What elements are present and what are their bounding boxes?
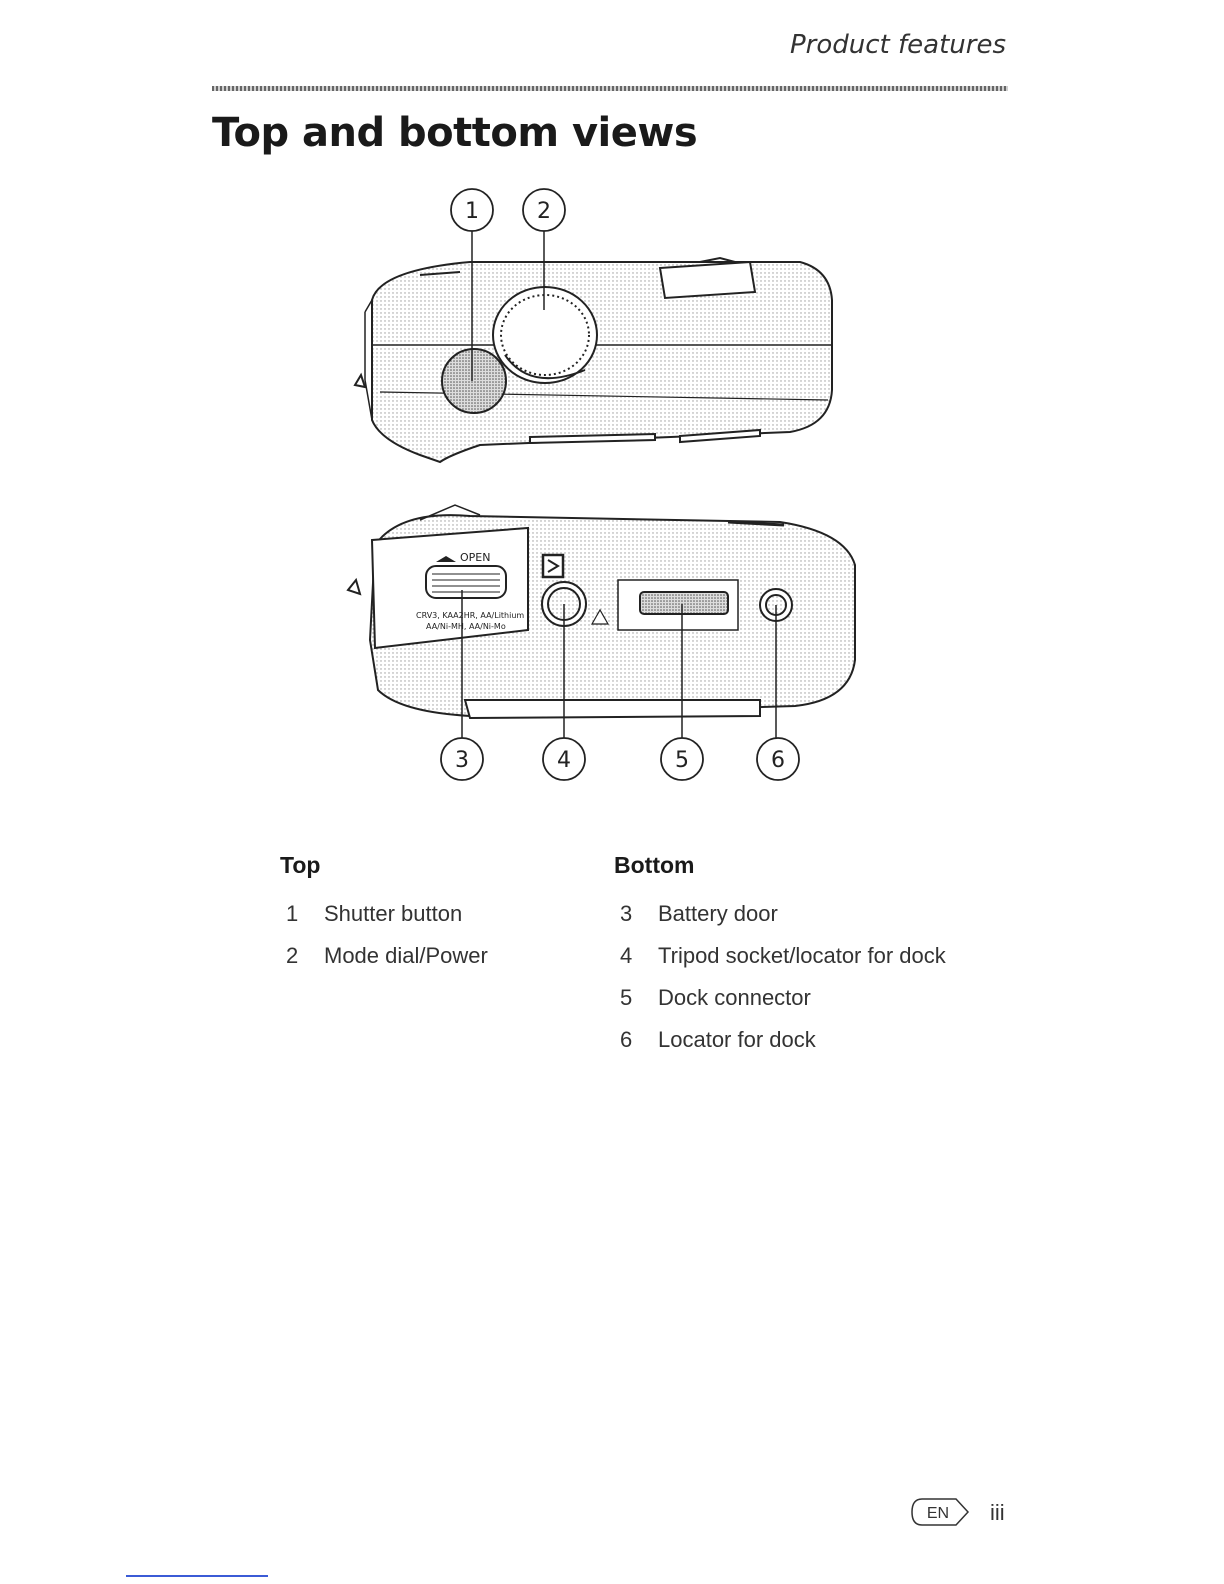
list-item (280, 935, 488, 977)
list-item (614, 1019, 946, 1061)
battery-door-type-label-2: AA/Ni-MH, AA/Ni-Mo (426, 622, 506, 631)
top-parts-list (280, 852, 488, 977)
item-number: 3 (620, 901, 633, 926)
battery-door-type-label-1: CRV3, KAA2HR, AA/Lithium (416, 611, 525, 620)
language-badge-text: EN (926, 1505, 950, 1522)
list-item (614, 977, 946, 1019)
top-list-heading: Top (280, 852, 321, 878)
item-number: 6 (620, 1027, 633, 1052)
item-label: Locator for dock (658, 1027, 816, 1052)
list-item (280, 893, 488, 935)
callout-2-number: 2 (537, 199, 551, 224)
battery-door-open-label: OPEN (460, 551, 491, 564)
callout-5-number: 5 (675, 748, 689, 773)
item-number: 1 (286, 901, 299, 926)
list-item (614, 893, 946, 935)
item-label: Tripod socket/locator for dock (658, 943, 946, 968)
bottom-parts-list (614, 852, 946, 1061)
footer-link-underline (126, 1575, 268, 1577)
list-item (614, 935, 946, 977)
item-label: Shutter button (324, 901, 463, 926)
item-number: 4 (620, 943, 633, 968)
item-number: 5 (620, 985, 633, 1010)
item-label: Dock connector (658, 985, 811, 1010)
callout-6-number: 6 (771, 748, 785, 773)
page-title: Top and bottom views (212, 110, 698, 156)
item-number: 2 (286, 943, 299, 968)
page-number: iii (990, 1500, 1005, 1525)
section-header-title: Product features (790, 30, 1006, 60)
language-badge (910, 1497, 972, 1527)
camera-top-view (355, 258, 832, 462)
callout-3-number: 3 (455, 748, 469, 773)
item-label: Mode dial/Power (324, 943, 488, 968)
callout-1-number: 1 (465, 199, 479, 224)
callout-4-number: 4 (557, 748, 571, 773)
item-label: Battery door (658, 901, 778, 926)
bottom-list-heading: Bottom (614, 852, 695, 878)
